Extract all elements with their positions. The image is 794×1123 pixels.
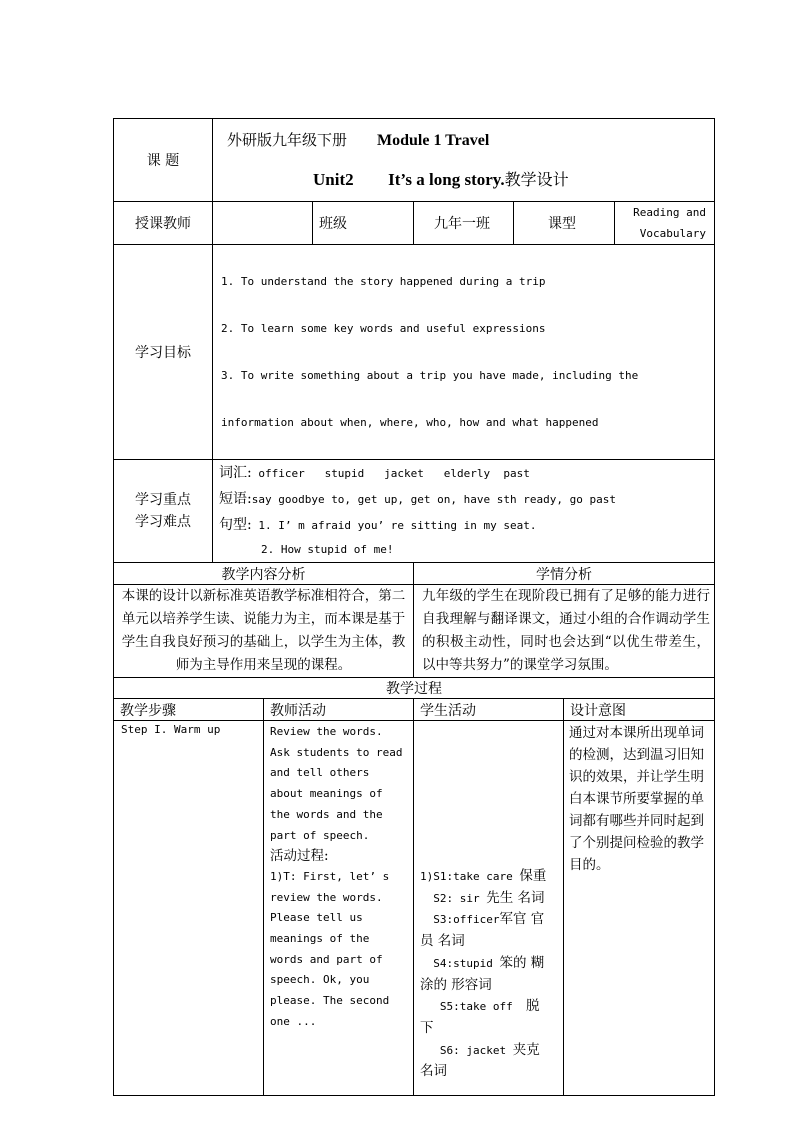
student-line [420, 953, 563, 975]
step-name: Step I. Warm up [114, 721, 264, 1096]
sentence-1: 1. I’ m afraid you’ re sitting in my seat. [251, 519, 537, 532]
student-line-en: S5:take off [420, 1000, 526, 1014]
student-line-zh: 军官 官 [499, 911, 545, 928]
info-row [114, 202, 715, 245]
student-line [420, 931, 563, 953]
process-table [113, 698, 715, 1096]
student-line [420, 975, 563, 997]
type-value [615, 202, 715, 245]
key-points-label [114, 460, 213, 563]
student-line [420, 996, 563, 1018]
topic-label: 课 题 [114, 119, 213, 202]
design-intent: 通过对本课所出现单词的检测，达到温习旧知识的效果，并让学生明白本课节所要掌握的单词都有哪些并同时起到了个别提问检验的教学目的。 [564, 721, 715, 1096]
objectives-list [213, 245, 715, 460]
process-header: 教学过程 [114, 678, 715, 699]
teacher-line: meanings of the [270, 932, 370, 946]
key-points-content [213, 460, 715, 563]
teacher-line: speech. Ok, you [270, 973, 370, 987]
class-value: 九年一班 [414, 202, 514, 245]
column-teacher: 教师活动 [264, 699, 414, 721]
student-line-zh: 涂的 形容词 [420, 976, 492, 993]
content-analysis-text: 本课的设计以新标准英语教学标准相符合，第二单元以培养学生读、说能力为主，而本课是基于学生自我良好预习的基础上，以学生为主体，教师为主导作用来呈现的课程。 [114, 585, 414, 678]
unit-label: Unit2 [313, 170, 354, 189]
design-label: 教学设计 [504, 170, 569, 189]
key-points-row [114, 460, 715, 563]
student-line-zh: 保重 [519, 868, 547, 884]
vocabulary-label: 词汇: [219, 465, 252, 481]
analysis-header-row [114, 563, 715, 585]
student-line-en: S2: sir [420, 891, 487, 905]
sentence-2: 2. How stupid of me! [261, 543, 394, 556]
phrases-line [219, 486, 714, 512]
process-step-row [114, 721, 715, 1096]
type-value-line-1: Reading and [633, 206, 706, 219]
lesson-plan-table [113, 118, 715, 699]
teacher-line: review the words. [270, 890, 383, 904]
objective-item: 3. To write something about a trip you have made, including the [221, 369, 639, 382]
teacher-line: the words and the [270, 807, 383, 821]
column-step: 教学步骤 [114, 699, 264, 721]
teacher-line: words and part of [270, 952, 383, 966]
lesson-title [213, 119, 715, 202]
student-line-zh: 下 [420, 1019, 434, 1036]
student-line [420, 1018, 563, 1040]
teacher-activity [264, 721, 414, 1096]
column-intent: 设计意图 [564, 699, 715, 721]
student-line [420, 866, 563, 888]
student-line-zh: 名词 [420, 1063, 447, 1080]
analysis-body-row [114, 585, 715, 678]
sentence-label: 句型: [219, 517, 252, 533]
process-columns-row [114, 699, 715, 721]
student-line [420, 1040, 563, 1062]
teacher-line: and tell others [270, 766, 370, 780]
learner-analysis-header: 学情分析 [414, 563, 715, 585]
process-header-row [114, 678, 715, 699]
teacher-line: Ask students to read [270, 745, 403, 759]
title-line-1 [213, 120, 714, 160]
vocabulary-words: officer stupid jacket elderly past [251, 467, 530, 480]
title-line-2 [213, 160, 714, 200]
student-line-en: 1)S1:take care [420, 870, 520, 883]
lesson-plan-document [113, 118, 714, 1096]
student-line [420, 1061, 563, 1083]
student-line-zh: 脱 [525, 998, 540, 1015]
student-line [420, 909, 563, 931]
objective-item: 2. To learn some key words and useful expressions [221, 322, 546, 335]
activity-process-label: 活动过程: [270, 848, 329, 865]
teacher-line: please. The second [270, 994, 390, 1008]
teacher-label: 授课教师 [114, 202, 213, 245]
teacher-line: part of speech. [270, 828, 370, 842]
student-line [420, 888, 563, 910]
teacher-line: Review the words. [270, 725, 383, 738]
type-value-line-2: Vocabulary [639, 227, 706, 240]
objective-item: 1. To understand the story happened during a trip [221, 275, 546, 288]
phrases-label: 短语: [219, 491, 252, 507]
student-line-zh: 笨的 糊 [499, 954, 545, 971]
student-line-en: S4:stupid [420, 956, 500, 970]
teacher-value [213, 202, 313, 245]
unit-title: It’s a long story. [388, 170, 505, 189]
vocabulary-line [219, 460, 714, 486]
objectives-label: 学习目标 [114, 245, 213, 460]
textbook-name: 外研版九年级下册 [227, 131, 348, 149]
student-line-zh: 员 名词 [420, 933, 465, 950]
title-row [114, 119, 715, 202]
key-points-label-1: 学习重点 [135, 492, 191, 508]
teacher-line: about meanings of [270, 787, 383, 801]
key-points-label-2: 学习难点 [135, 514, 191, 530]
class-label: 班级 [313, 202, 414, 245]
student-line-en: S6: jacket [420, 1043, 513, 1057]
column-student: 学生活动 [414, 699, 564, 721]
student-activity [414, 721, 564, 1096]
teacher-line: one ... [270, 1014, 317, 1028]
student-line-zh: 夹克 [512, 1041, 540, 1058]
teacher-line: 1)T: First, let’ s [270, 869, 390, 883]
objective-item: information about when, where, who, how and what happened [221, 416, 599, 429]
teacher-line: Please tell us [270, 911, 363, 925]
content-analysis-header: 教学内容分析 [114, 563, 414, 585]
sentence-line [219, 512, 714, 538]
student-line-zh: 先生 名词 [486, 889, 545, 906]
objectives-row [114, 245, 715, 460]
module-title: Module 1 Travel [377, 132, 490, 149]
student-line-en: S3:officer [420, 913, 500, 927]
learner-analysis-text: 九年级的学生在现阶段已拥有了足够的能力进行自我理解与翻译课文，通过小组的合作调动学生的积极主动性，同时也会达到“以优生带差生，以中等共努力”的课堂学习氛围。 [414, 585, 715, 678]
phrases-list: say goodbye to, get up, get on, have sth ready, go past [251, 493, 616, 506]
type-label: 课型 [514, 202, 615, 245]
